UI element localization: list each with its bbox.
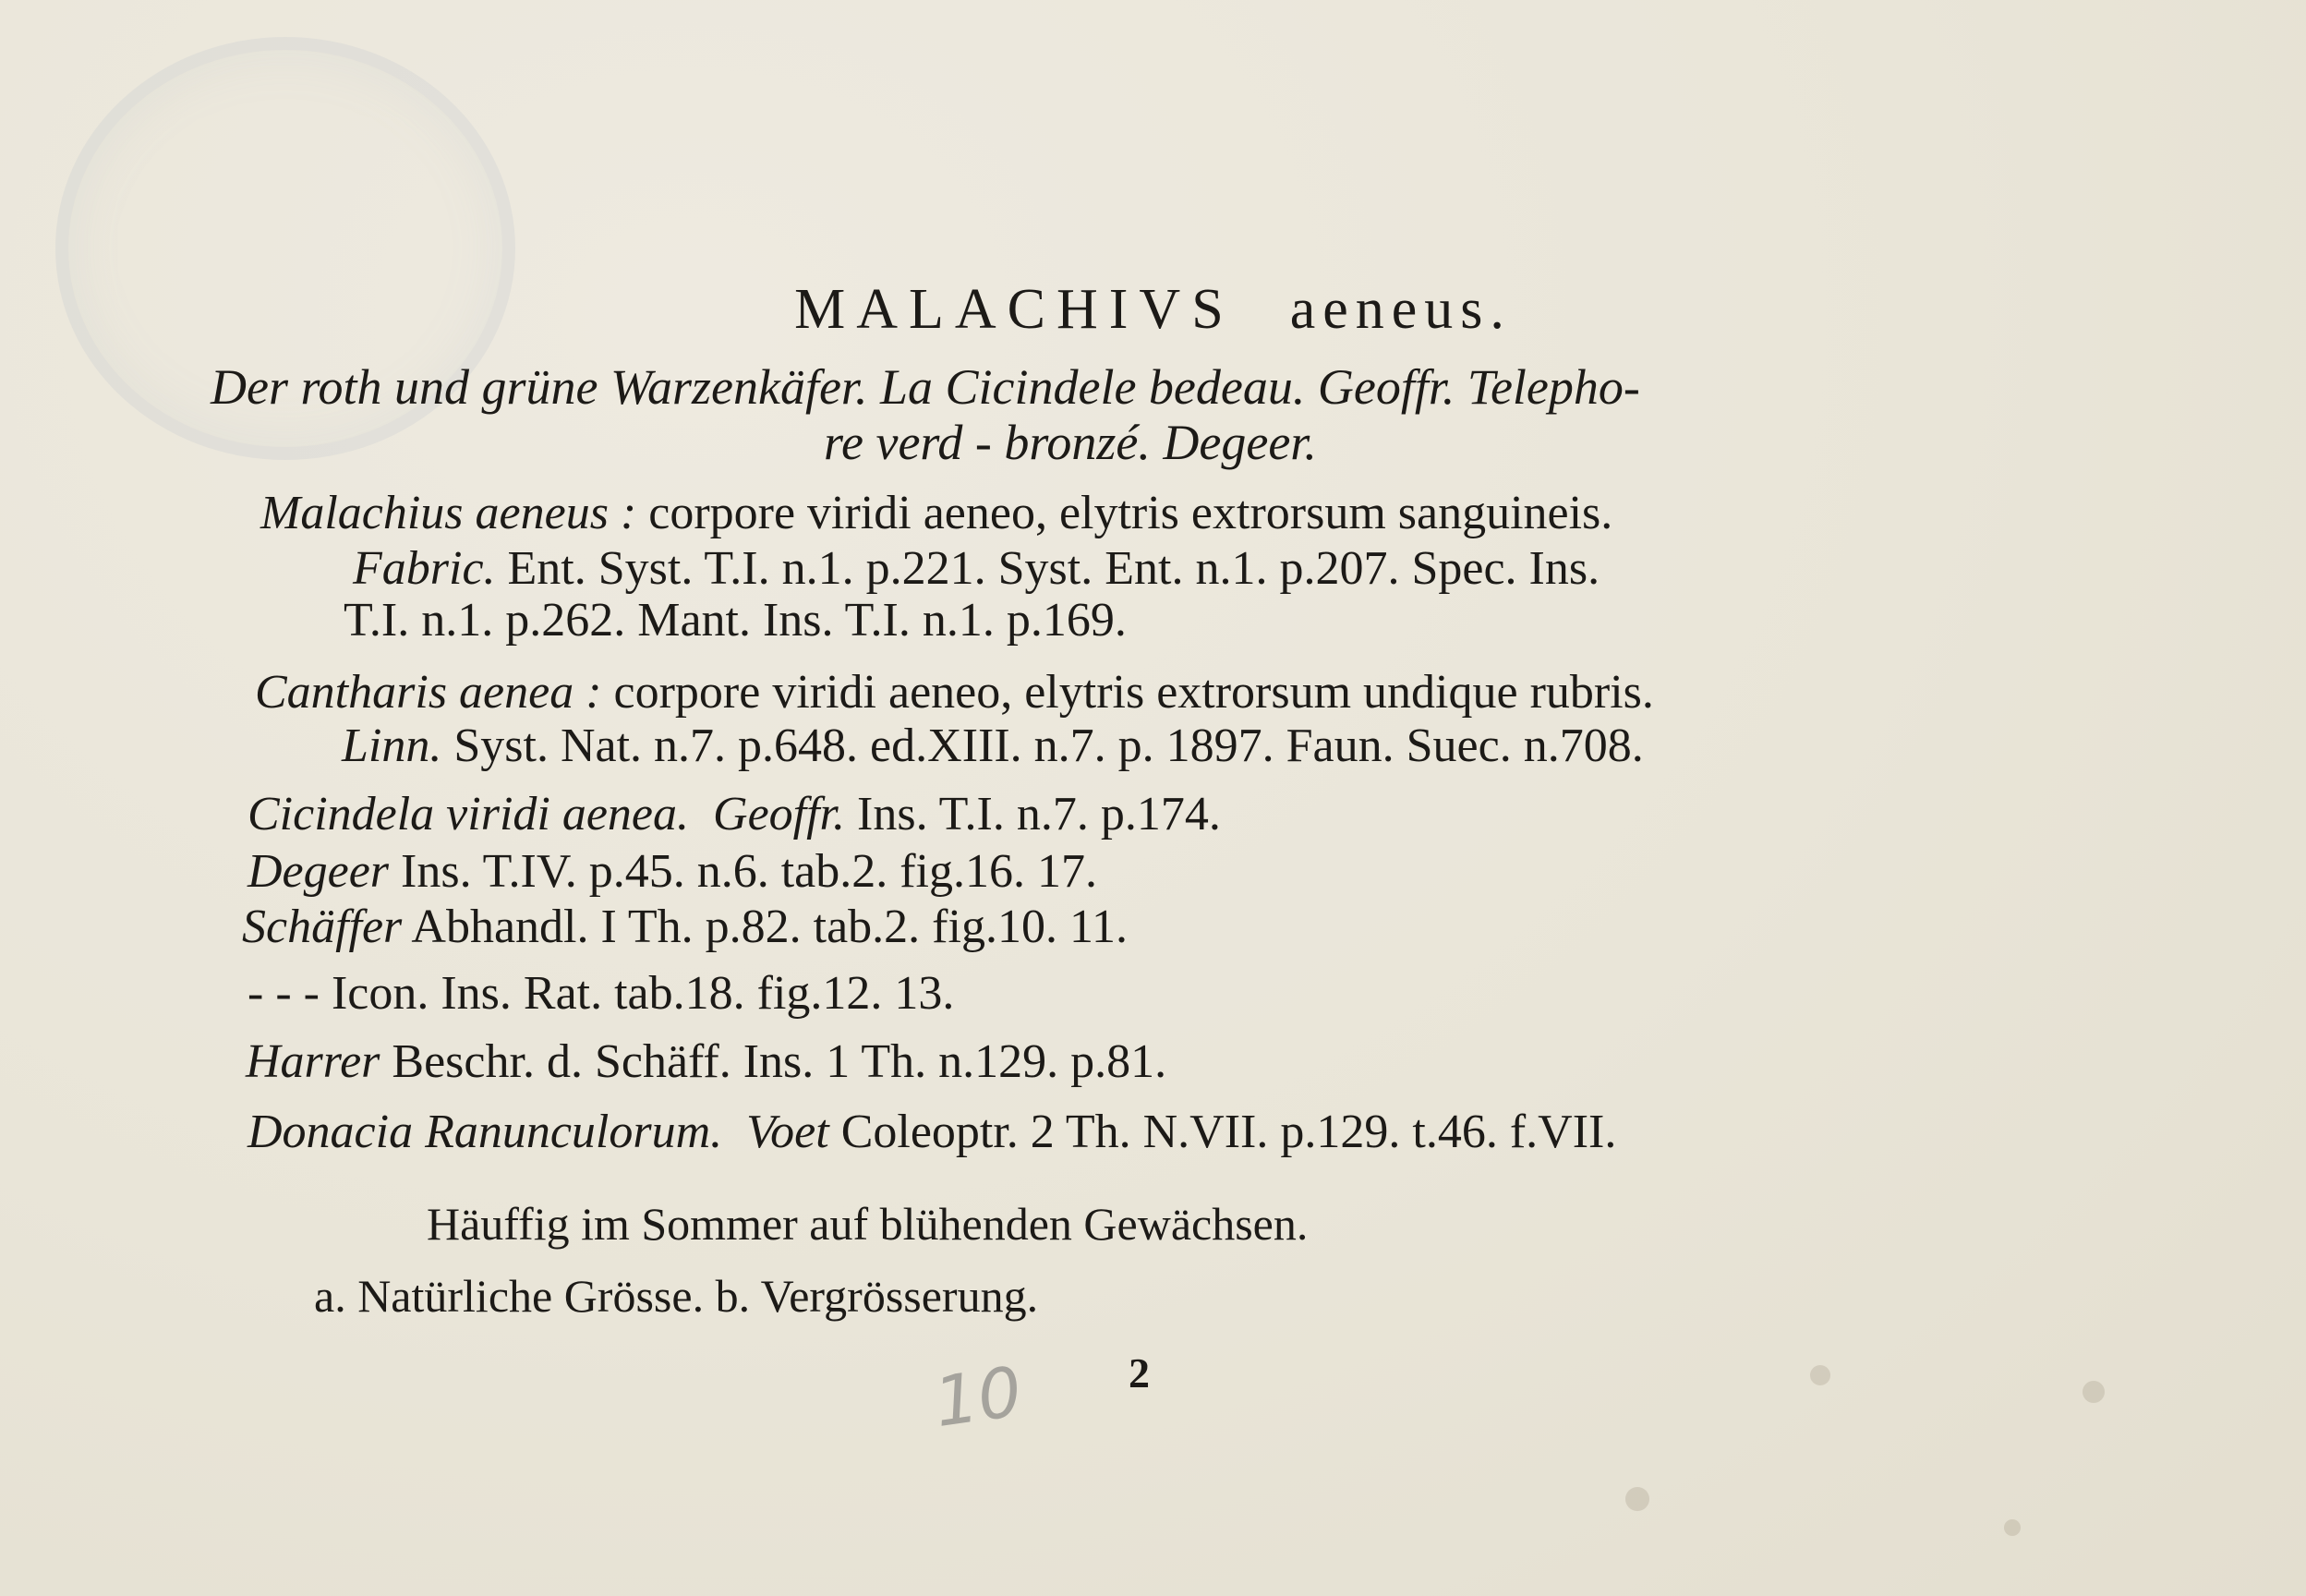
reference-italic: Degeer [248, 845, 390, 898]
common-names-line-2: re verd - bronzé. Degeer. [824, 415, 1317, 470]
reference-text: Ins. T.I. n.7. p.174. [845, 788, 1221, 840]
reference-line [246, 1035, 1167, 1088]
entry-malachius [260, 487, 1613, 539]
entry-malachius-ref-1 [353, 542, 1600, 595]
reference-italic: Cicindela viridi aenea. [248, 788, 690, 840]
reference-line [248, 967, 955, 1020]
paper-speck [1810, 1365, 1830, 1385]
page-title [0, 277, 2306, 343]
title-species: aeneus. [1289, 278, 1512, 341]
reference-italic: Donacia Ranunculorum. [248, 1106, 723, 1158]
reference-line [248, 1108, 1616, 1156]
reference-italic: Schäffer [242, 901, 403, 953]
entry-malachius-ref-2 [344, 594, 1127, 647]
title-genus: MALACHIVS [794, 278, 1235, 341]
reference-italic: Harrer [246, 1035, 380, 1088]
entry-name: Cantharis aenea : [255, 666, 602, 719]
entry-author: Fabric. [353, 542, 496, 595]
common-names-line-1: Der roth und grüne Warzenkäfer. La Cicindele bedeau. Geoffr. Telepho- [211, 359, 1640, 415]
paper-speck [1625, 1487, 1649, 1511]
figure-caption: a. Natürliche Grösse. b. Vergrösserung. [314, 1270, 1039, 1322]
entry-text: corpore viridi aeneo, elytris extrorsum sanguineis. [636, 487, 1613, 539]
reference-line [248, 788, 1221, 840]
reference-text: Coleoptr. 2 Th. N.VII. p.129. t.46. f.VII. [828, 1106, 1617, 1158]
entry-ref-text: T.I. n.1. p.262. Mant. Ins. T.I. n.1. p.169. [344, 594, 1127, 647]
entry-ref-text: Ent. Syst. T.I. n.1. p.221. Syst. Ent. n.1. p.207. Spec. Ins. [495, 542, 1600, 595]
reference-line [242, 903, 1128, 951]
entry-text: corpore viridi aeneo, elytris extrorsum undique rubris. [601, 666, 1654, 719]
entry-cantharis [255, 666, 1654, 719]
entry-ref-text: Syst. Nat. n.7. p.648. ed.XIII. n.7. p. 1897. Faun. Suec. n.708. [441, 719, 1644, 772]
reference-line [248, 845, 1098, 898]
reference-text: Abhandl. I Th. p.82. tab.2. fig.10. 11. [402, 901, 1129, 953]
paper-speck [2083, 1381, 2105, 1403]
page-number: 2 [1129, 1349, 1150, 1396]
entry-author: Linn. [342, 719, 442, 772]
pencil-note: 10 [929, 1351, 1027, 1444]
habitat-note: Häuffig im Sommer auf blühenden Gewächsen. [427, 1198, 1309, 1250]
entry-cantharis-ref-1 [342, 719, 1644, 772]
paper-speck [2004, 1519, 2021, 1536]
reference-text: Beschr. d. Schäff. Ins. 1 Th. n.129. p.81. [380, 1035, 1167, 1088]
reference-author: Geoffr. [713, 788, 846, 840]
reference-text: Ins. T.IV. p.45. n.6. tab.2. fig.16. 17. [389, 845, 1098, 898]
reference-author: Voet [746, 1106, 829, 1158]
entry-name: Malachius aeneus : [260, 487, 637, 539]
reference-text: - - - Icon. Ins. Rat. tab.18. fig.12. 13. [248, 967, 955, 1020]
